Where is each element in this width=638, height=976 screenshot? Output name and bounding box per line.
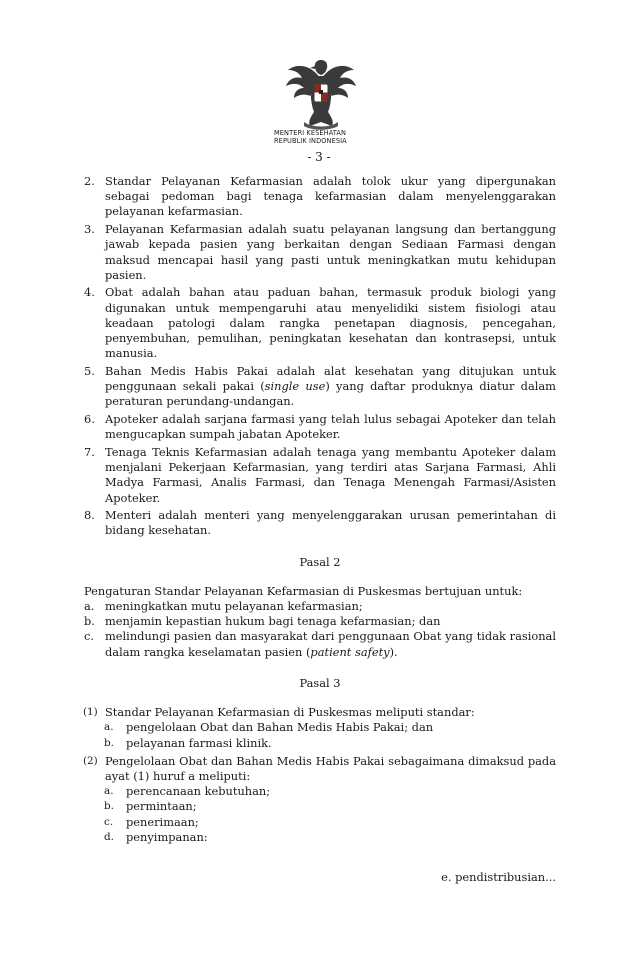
paragraph-number: (2)	[83, 754, 98, 767]
pasal-2-item-text-after: ).	[389, 644, 398, 659]
document-body	[84, 174, 556, 848]
subitem-letter: d.	[104, 830, 114, 843]
subitem-text: penyimpanan:	[126, 829, 208, 844]
pasal-2-item-letter: b.	[84, 614, 95, 629]
subitem-letter: b.	[104, 800, 114, 813]
definition-number: 4.	[84, 285, 95, 300]
subitem-text: perencanaan kebutuhan;	[126, 784, 271, 799]
pasal-2-item-letter: a.	[84, 599, 95, 614]
pasal-2-heading: Pasal 2	[299, 554, 341, 569]
definition-text: Tenaga Teknis Kefarmasian adalah tenaga yang membantu Apoteker dalam menjalani Pekerjaan Kefarmasian, yang terdiri atas Sarjana Farmasi, Ahli Madya Farmasi, Analis Farmasi, dan Tenaga Menengah Farmasi/Asisten Apoteker.	[105, 444, 556, 505]
subitem-text: penerimaan;	[126, 814, 199, 829]
definition-number: 2.	[84, 174, 95, 188]
pasal-2-item	[84, 599, 556, 614]
definition-number: 8.	[84, 508, 95, 523]
definition-item	[84, 412, 556, 442]
pasal-2-item-text: meningkatkan mutu pelayanan kefarmasian;	[105, 599, 363, 614]
pasal-2-item-text: menjamin kepastian hukum bagi tenaga kefarmasian; dan	[105, 614, 441, 629]
pasal-2-intro: Pengaturan Standar Pelayanan Kefarmasian di Puskesmas bertujuan untuk:	[84, 583, 523, 598]
paragraph-subitem	[105, 799, 556, 814]
definition-item	[84, 364, 556, 410]
definition-text	[105, 364, 556, 410]
definition-item	[84, 174, 556, 220]
subitem-text: pengelolaan Obat dan Bahan Medis Habis Pakai; dan	[126, 720, 434, 735]
paragraph-subitem	[105, 830, 556, 845]
definition-item	[84, 285, 556, 361]
definition-text-after: ) yang daftar produknya diatur dalam peraturan perundang-undangan.	[105, 379, 556, 409]
subitem-letter: b.	[104, 736, 114, 749]
subitem-text: pelayanan farmasi klinik.	[126, 735, 272, 750]
subitem-text: permintaan;	[126, 799, 197, 814]
paragraph-text: Pengelolaan Obat dan Bahan Medis Habis Pakai sebagaimana dimaksud pada ayat (1) huruf a meliputi:	[105, 753, 556, 783]
definition-text-before: Bahan Medis Habis Pakai adalah alat kesehatan yang ditujukan untuk penggunaan sekali pakai (	[105, 363, 556, 394]
garuda-emblem-icon	[276, 56, 366, 130]
definition-text-italic: single use	[264, 379, 326, 394]
definition-number: 5.	[84, 363, 95, 378]
pasal-3-heading: Pasal 3	[299, 675, 341, 690]
definition-number: 7.	[84, 444, 95, 459]
definition-item	[84, 445, 556, 506]
page-continuation: e. pendistribusian...	[441, 870, 556, 884]
pasal-2-item	[84, 629, 556, 659]
paragraph-subitem	[105, 784, 556, 799]
pasal-2-item-text-before: melindungi pasien dan masyarakat dari penggunaan Obat yang tidak rasional dalam rangka keselamatan pasien (	[105, 629, 556, 659]
definition-item	[84, 222, 556, 283]
paragraph-subitem	[105, 815, 556, 830]
ministry-line-2: REPUBLIK INDONESIA	[274, 136, 347, 145]
page-number: - 3 -	[307, 150, 331, 164]
pasal-2-item-text	[105, 629, 556, 658]
paragraph-text: Standar Pelayanan Kefarmasian di Puskesmas meliputi standar:	[105, 705, 475, 720]
pasal-2-item-letter: c.	[84, 629, 95, 644]
definition-item	[84, 508, 556, 538]
definition-text: Obat adalah bahan atau paduan bahan, termasuk produk biologi yang digunakan untuk mempengaruhi atau menyelidiki sistem fisiologi atau keadaan patologi dalam rangka penetapan diagnosis, pencegahan, penyembuhan, pemulihan, peningkatan kesehatan dan kontrasepsi, untuk manusia.	[105, 285, 556, 361]
paragraph-subitem	[105, 720, 556, 735]
pasal-2-item	[84, 614, 556, 629]
paragraph-subitem	[105, 736, 556, 751]
pasal-3-paragraph-2	[84, 754, 556, 845]
ministry-line-1: MENTERI KESEHATAN	[274, 129, 347, 137]
subitem-letter: c.	[104, 815, 114, 828]
ministry-label	[274, 130, 374, 145]
pasal-3-paragraph-1	[84, 705, 556, 751]
definition-text: Standar Pelayanan Kefarmasian adalah tolok ukur yang dipergunakan sebagai pedoman bagi tenaga kefarmasian dalam menyelenggarakan pelayanan kefarmasian.	[105, 174, 556, 219]
paragraph-number: (1)	[83, 706, 98, 719]
definition-number: 3.	[84, 222, 95, 237]
definition-text: Pelayanan Kefarmasian adalah suatu pelayanan langsung dan bertanggung jawab kepada pasien yang berkaitan dengan Sediaan Farmasi dengan maksud mencapai hasil yang pasti untuk meningkatkan mutu kehidupan pasien.	[105, 222, 556, 282]
definition-number: 6.	[84, 412, 95, 427]
subitem-letter: a.	[104, 721, 114, 734]
pasal-2-item-text-italic: patient safety	[310, 644, 390, 659]
subitem-letter: a.	[104, 785, 114, 798]
definition-text: Apoteker adalah sarjana farmasi yang telah lulus sebagai Apoteker dan telah mengucapkan sumpah jabatan Apoteker.	[105, 412, 556, 442]
definition-text: Menteri adalah menteri yang menyelenggarakan urusan pemerintahan di bidang kesehatan.	[105, 508, 556, 538]
